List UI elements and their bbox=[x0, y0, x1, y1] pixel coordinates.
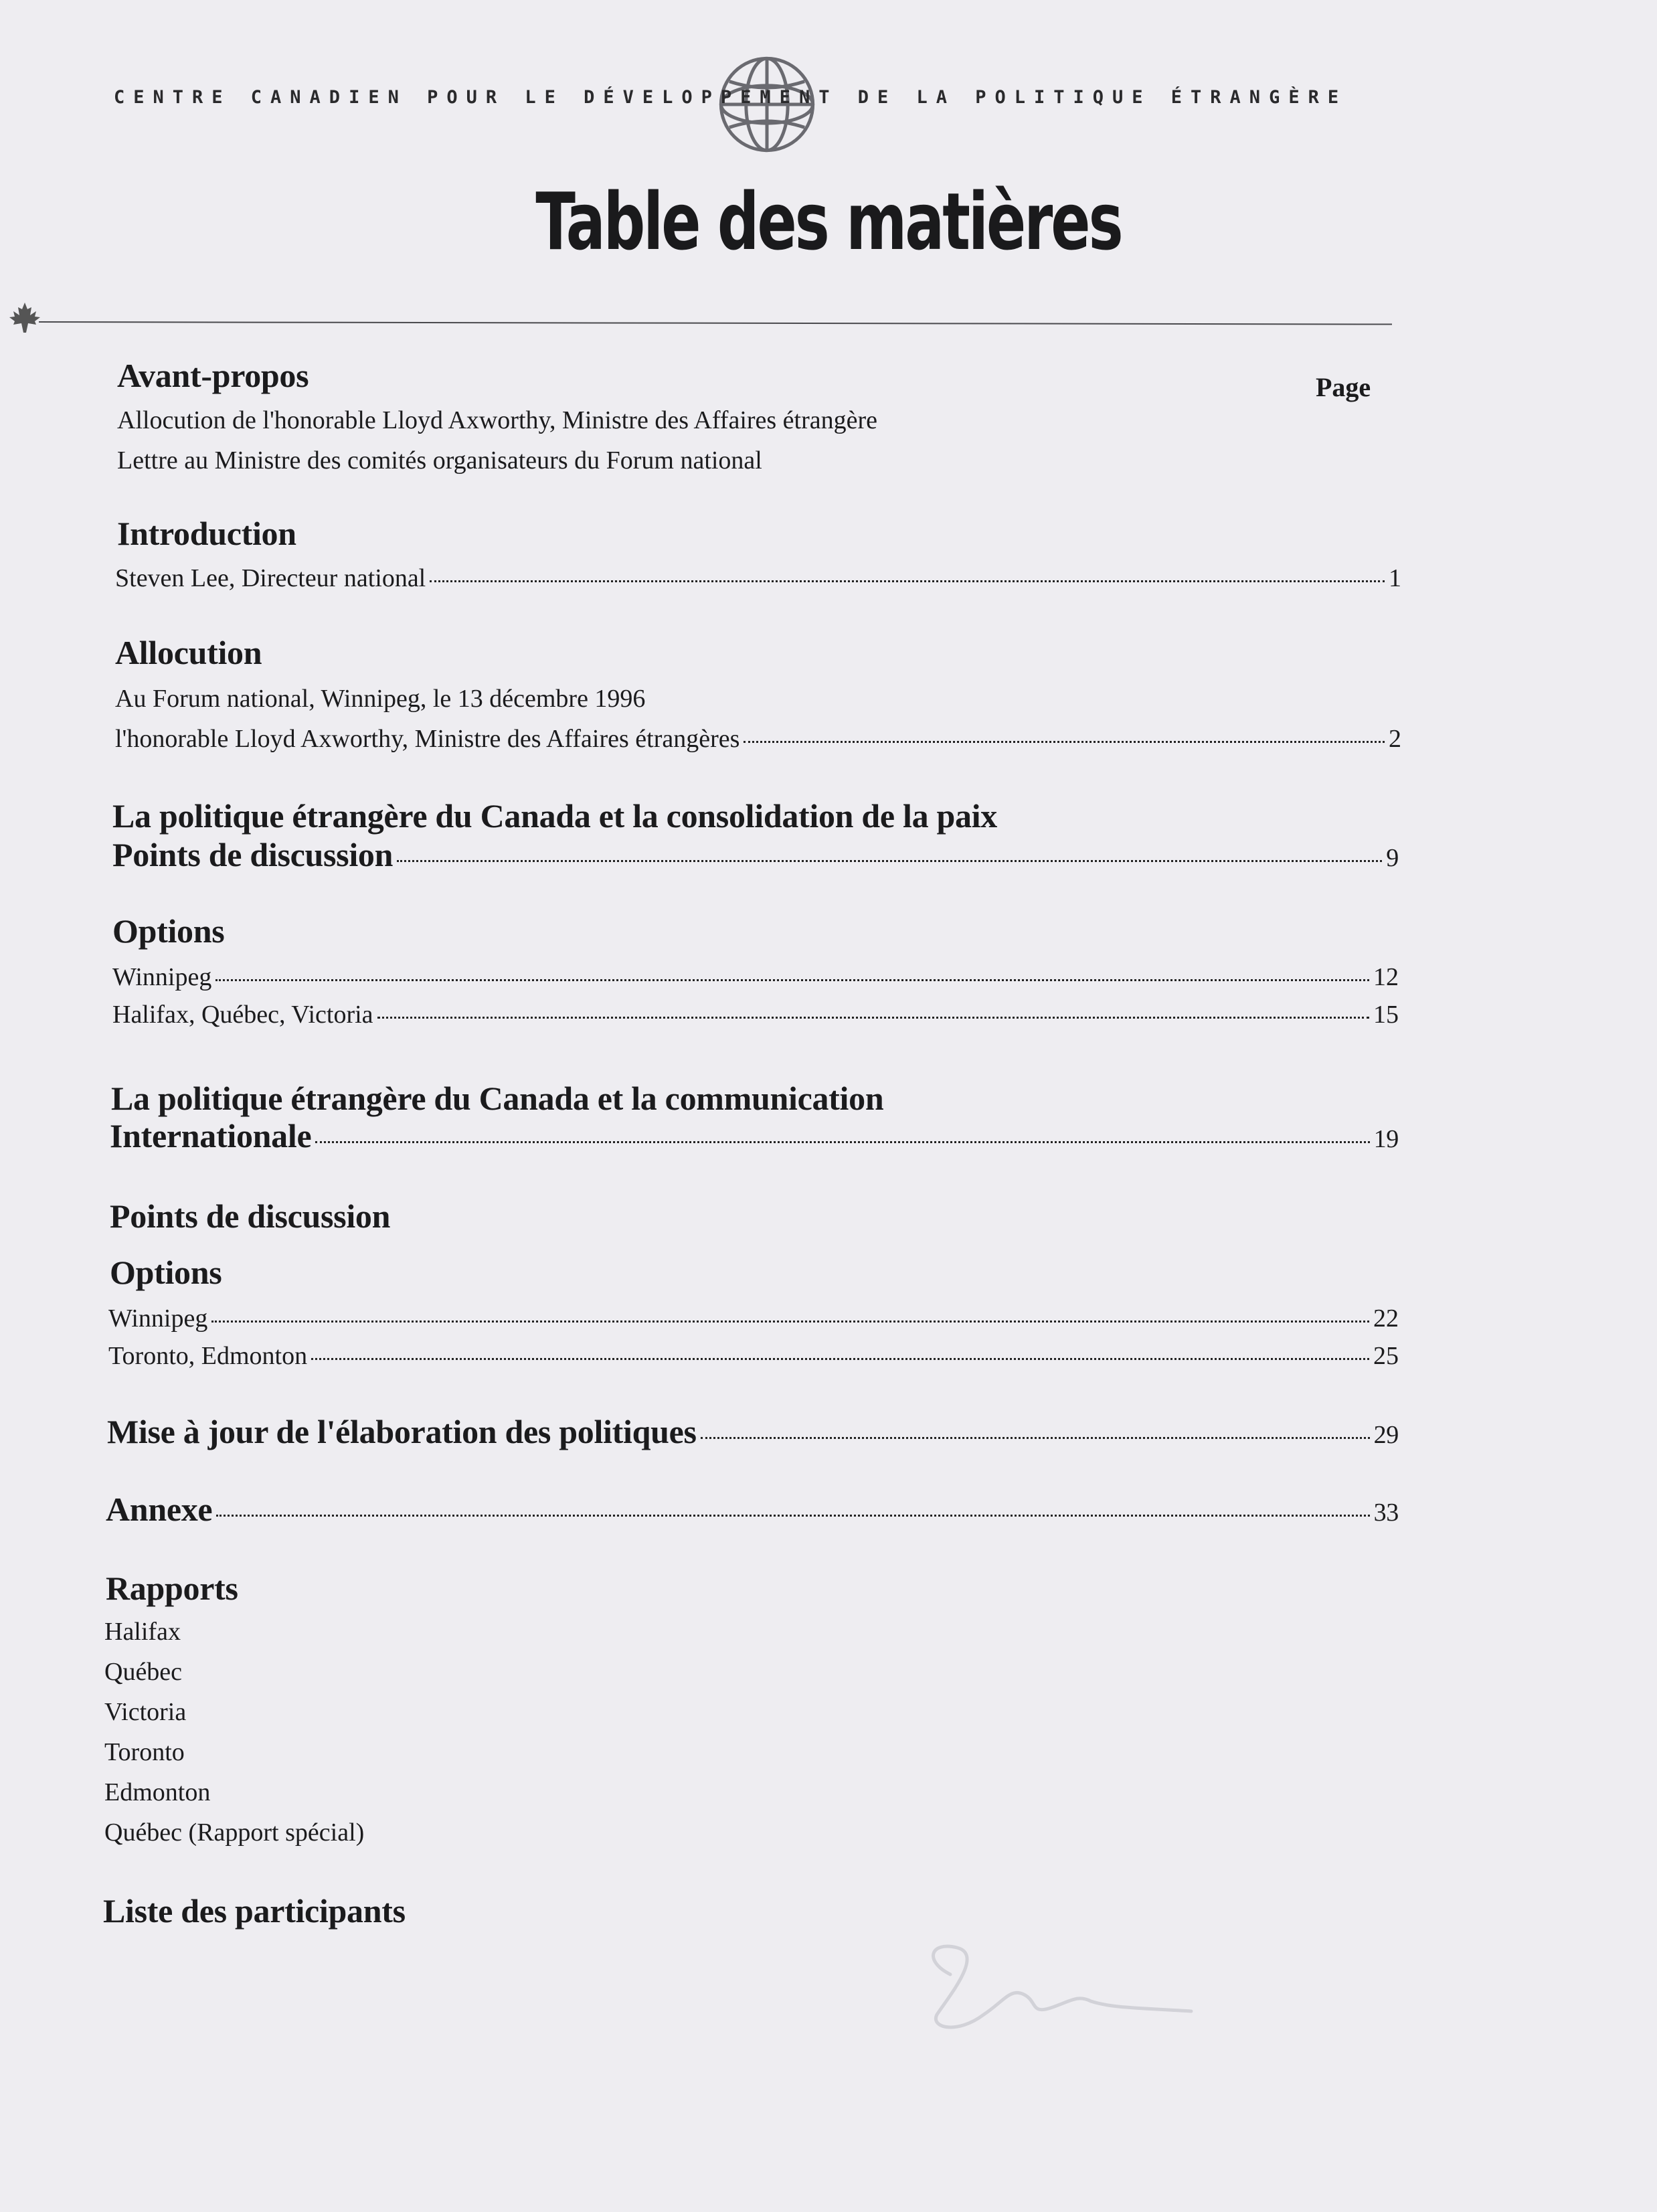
dot-leader bbox=[744, 741, 1385, 743]
toc-entry: Victoria bbox=[104, 1698, 187, 1726]
toc-page-number: 19 bbox=[1373, 1125, 1399, 1153]
section-heading-points-discussion bbox=[112, 835, 1399, 874]
section-heading-consolidation-paix: La politique étrangère du Canada et la consolidation de la paix bbox=[112, 797, 997, 835]
toc-entry-label: Toronto, Edmonton bbox=[108, 1342, 308, 1370]
toc-entry bbox=[108, 1341, 1399, 1371]
organization-header: CENTRE CANADIEN POUR LE DÉVELOPPEMENT DE LA POLITIQUE ÉTRANGÈRE bbox=[114, 87, 1348, 108]
section-heading-options-2: Options bbox=[110, 1254, 222, 1291]
section-heading-mise-a-jour bbox=[107, 1412, 1399, 1451]
page-title: Table des matières bbox=[535, 175, 1122, 268]
section-heading-annexe bbox=[106, 1490, 1399, 1529]
section-heading-label: Internationale bbox=[110, 1117, 312, 1155]
toc-entry bbox=[112, 1000, 1399, 1029]
toc-page-number: 33 bbox=[1373, 1499, 1399, 1527]
toc-entry-label: Winnipeg bbox=[112, 963, 212, 991]
section-heading-communication: La politique étrangère du Canada et la communication bbox=[111, 1080, 884, 1117]
section-heading-options: Options bbox=[112, 912, 225, 950]
toc-entry-label: Steven Lee, Directeur national bbox=[115, 564, 426, 592]
section-heading-points-discussion-2: Points de discussion bbox=[110, 1197, 391, 1235]
toc-entry-label: Winnipeg bbox=[108, 1304, 208, 1333]
section-heading-rapports: Rapports bbox=[106, 1569, 238, 1607]
toc-entry: Au Forum national, Winnipeg, le 13 décembre 1996 bbox=[115, 685, 646, 713]
dot-leader bbox=[315, 1141, 1369, 1143]
toc-page-number: 12 bbox=[1373, 963, 1399, 991]
dot-leader bbox=[397, 860, 1382, 862]
toc-page-number: 29 bbox=[1373, 1421, 1399, 1449]
dot-leader bbox=[701, 1437, 1370, 1439]
dot-leader bbox=[215, 979, 1369, 981]
toc-entry: Toronto bbox=[104, 1738, 185, 1766]
toc-entry: Allocution de l'honorable Lloyd Axworthy, Ministre des Affaires étrangère bbox=[117, 406, 878, 434]
section-heading-introduction: Introduction bbox=[117, 515, 296, 552]
toc-entry: Edmonton bbox=[104, 1778, 211, 1806]
section-heading-label: Annexe bbox=[106, 1491, 213, 1528]
dot-leader bbox=[377, 1017, 1369, 1019]
toc-entry: Halifax bbox=[104, 1618, 181, 1646]
section-heading-allocution: Allocution bbox=[115, 634, 262, 671]
toc-entry bbox=[112, 962, 1399, 992]
section-heading-avant-propos: Avant-propos bbox=[117, 357, 309, 394]
toc-entry bbox=[108, 1304, 1399, 1333]
toc-page-number: 2 bbox=[1389, 725, 1401, 753]
toc-page-number: 9 bbox=[1386, 844, 1399, 872]
toc-entry: Québec bbox=[104, 1658, 183, 1686]
page-column-label: Page bbox=[1316, 372, 1371, 402]
toc-page-number: 25 bbox=[1373, 1342, 1399, 1370]
toc-page-number: 1 bbox=[1389, 564, 1401, 592]
toc-entry: Québec (Rapport spécial) bbox=[104, 1818, 365, 1847]
section-heading-internationale bbox=[110, 1116, 1399, 1155]
toc-page-number: 22 bbox=[1373, 1304, 1399, 1333]
section-heading-label: Points de discussion bbox=[112, 836, 394, 873]
section-heading-label: Mise à jour de l'élaboration des politiques bbox=[107, 1413, 697, 1450]
dot-leader bbox=[211, 1321, 1369, 1323]
toc-entry: Lettre au Ministre des comités organisateurs du Forum national bbox=[117, 446, 762, 475]
section-heading-liste-participants: Liste des participants bbox=[103, 1892, 406, 1930]
dot-leader bbox=[311, 1358, 1369, 1360]
signature-icon bbox=[910, 1934, 1218, 2055]
toc-entry bbox=[115, 564, 1401, 593]
toc-entry-label: l'honorable Lloyd Axworthy, Ministre des Affaires étrangères bbox=[115, 725, 740, 753]
toc-entry bbox=[115, 724, 1401, 754]
toc-entry-label: Halifax, Québec, Victoria bbox=[112, 1001, 373, 1029]
dot-leader bbox=[430, 580, 1385, 582]
dot-leader bbox=[216, 1515, 1369, 1517]
toc-page-number: 15 bbox=[1373, 1001, 1399, 1029]
